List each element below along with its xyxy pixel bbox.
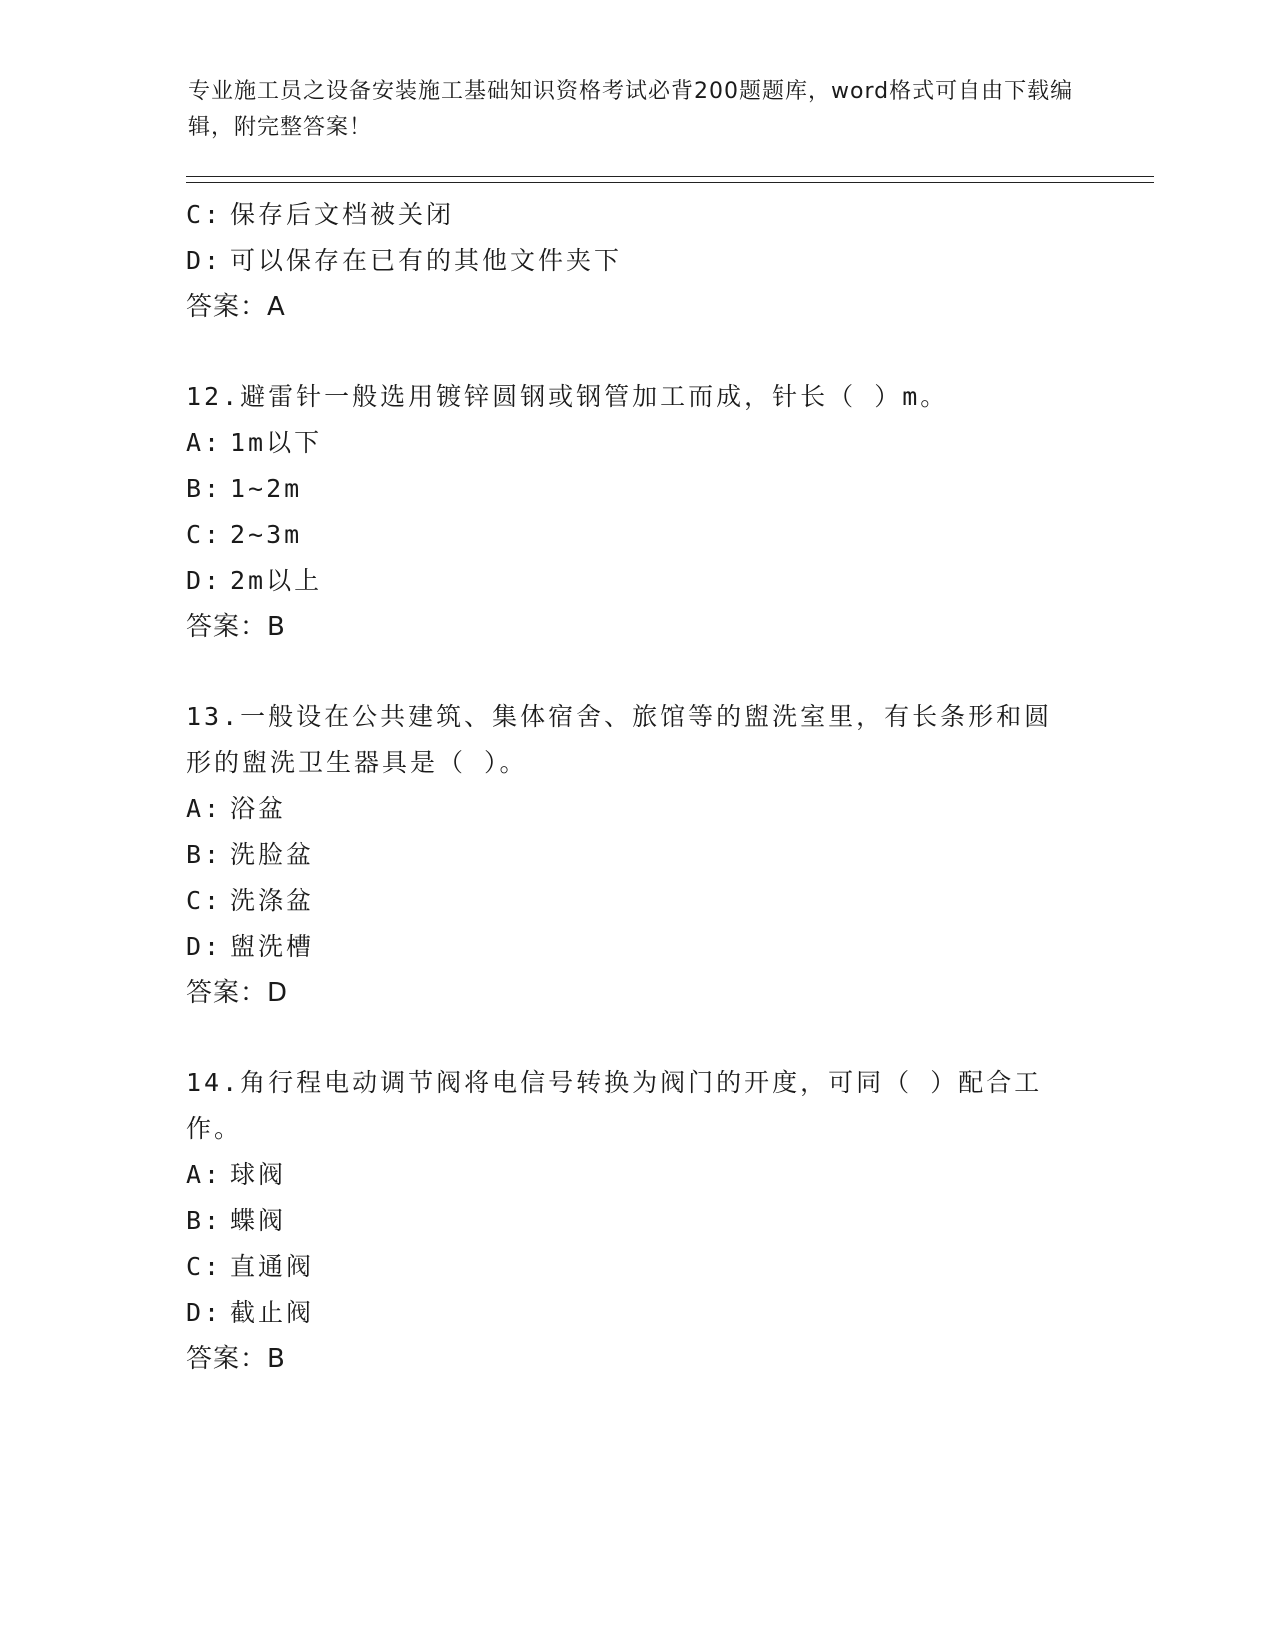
option-label: D: bbox=[186, 566, 223, 595]
header-divider bbox=[186, 176, 1154, 183]
answer-line: 答案：B bbox=[186, 1344, 286, 1374]
option-c bbox=[186, 878, 1106, 924]
option-text: 1m以下 bbox=[230, 428, 323, 457]
question-13-text: 13.一般设在公共建筑、集体宿舍、旅馆等的盥洗室里，有长条形和圆形的盥洗卫生器具是（ ）。 bbox=[186, 702, 1053, 777]
option-b bbox=[186, 832, 1106, 878]
option-c bbox=[186, 1244, 1106, 1290]
option-label: B: bbox=[186, 840, 223, 869]
option-a bbox=[186, 420, 1106, 466]
option-label: D: bbox=[186, 1298, 223, 1327]
option-d bbox=[186, 924, 1106, 970]
option-text: 洗脸盆 bbox=[230, 840, 315, 869]
option-text: 1~2m bbox=[230, 474, 303, 503]
option-label: D: bbox=[186, 246, 223, 275]
option-label: A: bbox=[186, 794, 223, 823]
option-a bbox=[186, 1152, 1106, 1198]
option-b bbox=[186, 466, 1106, 512]
option-label: B: bbox=[186, 474, 223, 503]
option-text: 浴盆 bbox=[230, 794, 287, 823]
option-c bbox=[186, 192, 1106, 238]
option-label: C: bbox=[186, 200, 223, 229]
option-text: 截止阀 bbox=[230, 1298, 315, 1327]
option-label: B: bbox=[186, 1206, 223, 1235]
question-12-text: 12.避雷针一般选用镀锌圆钢或钢管加工而成，针长（ ）m。 bbox=[186, 382, 949, 411]
option-d bbox=[186, 238, 1106, 284]
option-label: C: bbox=[186, 1252, 223, 1281]
option-text: 直通阀 bbox=[230, 1252, 315, 1281]
option-text: 2m以上 bbox=[230, 566, 323, 595]
document-header: 专业施工员之设备安装施工基础知识资格考试必背200题题库，word格式可自由下载编辑，附完整答案！ bbox=[188, 79, 1074, 140]
option-text: 盥洗槽 bbox=[230, 932, 315, 961]
option-text: 可以保存在已有的其他文件夹下 bbox=[230, 246, 623, 275]
option-label: C: bbox=[186, 520, 223, 549]
option-text: 球阀 bbox=[230, 1160, 287, 1189]
option-label: D: bbox=[186, 932, 223, 961]
answer-line: 答案：D bbox=[186, 978, 289, 1008]
option-text: 2~3m bbox=[230, 520, 303, 549]
option-text: 洗涤盆 bbox=[230, 886, 315, 915]
option-d bbox=[186, 558, 1106, 604]
option-text: 蝶阀 bbox=[230, 1206, 287, 1235]
option-b bbox=[186, 1198, 1106, 1244]
option-d bbox=[186, 1290, 1106, 1336]
option-label: C: bbox=[186, 886, 223, 915]
option-c bbox=[186, 512, 1106, 558]
option-label: A: bbox=[186, 428, 223, 457]
option-a bbox=[186, 786, 1106, 832]
option-text: 保存后文档被关闭 bbox=[230, 200, 455, 229]
option-label: A: bbox=[186, 1160, 223, 1189]
answer-line: 答案：B bbox=[186, 612, 286, 642]
question-14-text: 14.角行程电动调节阀将电信号转换为阀门的开度，可同（ ）配合工作。 bbox=[186, 1068, 1043, 1143]
answer-line: 答案：A bbox=[186, 292, 286, 322]
question-content bbox=[186, 192, 1106, 1382]
